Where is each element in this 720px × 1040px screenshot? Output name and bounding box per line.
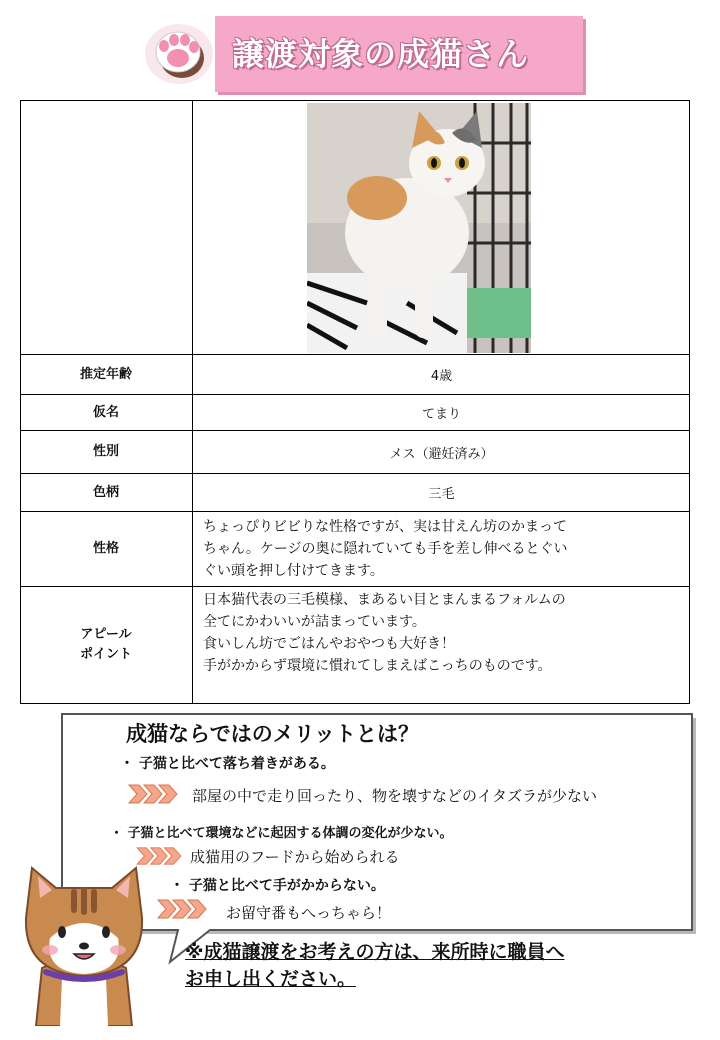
merit-detail: 成猫用のフードから始められる bbox=[190, 848, 400, 866]
personality-line: ちゃん。ケージの奥に隠れていても手を差し伸べるとぐい bbox=[203, 541, 568, 557]
merit-heading: ・ 子猫と比べて手がかからない。 bbox=[170, 878, 385, 894]
label-coat-pattern: 色柄 bbox=[92, 484, 119, 500]
label-temporary-name: 仮名 bbox=[92, 404, 119, 420]
merit-detail: 部屋の中で走り回ったり、物を壊すなどのイタズラが少ない bbox=[192, 787, 598, 805]
merit-heading: ・ 子猫と比べて落ち着きがある。 bbox=[120, 756, 335, 772]
appeal-label-line: ポイント bbox=[79, 646, 132, 662]
appeal-label-line: アピール bbox=[80, 626, 132, 642]
label-sex: 性別 bbox=[92, 444, 119, 459]
cartoon-cat-icon bbox=[14, 848, 154, 1026]
label-personality: 性格 bbox=[92, 541, 119, 556]
value-coat-pattern: 三毛 bbox=[428, 487, 455, 502]
appeal-line: 食いしん坊でごはんやおやつも大好き！ bbox=[203, 636, 455, 652]
value-appeal-point bbox=[193, 587, 690, 679]
label-appeal-point bbox=[20, 587, 192, 702]
personality-line: ぐい頭を押し付けてきます。 bbox=[203, 563, 384, 579]
appeal-line: 全てにかわいいが詰まっています。 bbox=[203, 614, 426, 630]
merit-detail: お留守番もへっちゃら！ bbox=[226, 904, 392, 922]
cat-paw-icon bbox=[138, 18, 220, 88]
personality-line: ちょっぴりビビりな性格ですが、実は甘えん坊のかまって bbox=[203, 519, 567, 535]
merit-title: 成猫ならではのメリットとは？ bbox=[126, 722, 419, 746]
appeal-line: 日本猫代表の三毛模様、まあるい目とまんまるフォルムの bbox=[203, 592, 566, 608]
merit-heading: ・ 子猫と比べて環境などに起因する体調の変化が少ない。 bbox=[110, 826, 453, 841]
value-sex: メス（避妊済み） bbox=[389, 446, 494, 462]
notice-text: ※成猫譲渡をお考えの方は、来所時に職員へ bbox=[185, 941, 565, 963]
value-estimated-age: 4歳 bbox=[430, 369, 453, 384]
appeal-line: 手がかからず環境に慣れてしまえばこっちのものです。 bbox=[203, 658, 552, 674]
notice-text: お申し出ください。 bbox=[185, 968, 357, 990]
value-temporary-name: てまり bbox=[421, 407, 461, 422]
chevron-arrows-icon bbox=[127, 783, 179, 805]
chevron-arrows-icon bbox=[156, 898, 208, 920]
label-estimated-age: 推定年齢 bbox=[79, 366, 132, 382]
value-personality bbox=[193, 512, 690, 586]
calico-cat-photo bbox=[307, 103, 531, 353]
page-title: 譲渡対象の成猫さん bbox=[232, 35, 530, 73]
